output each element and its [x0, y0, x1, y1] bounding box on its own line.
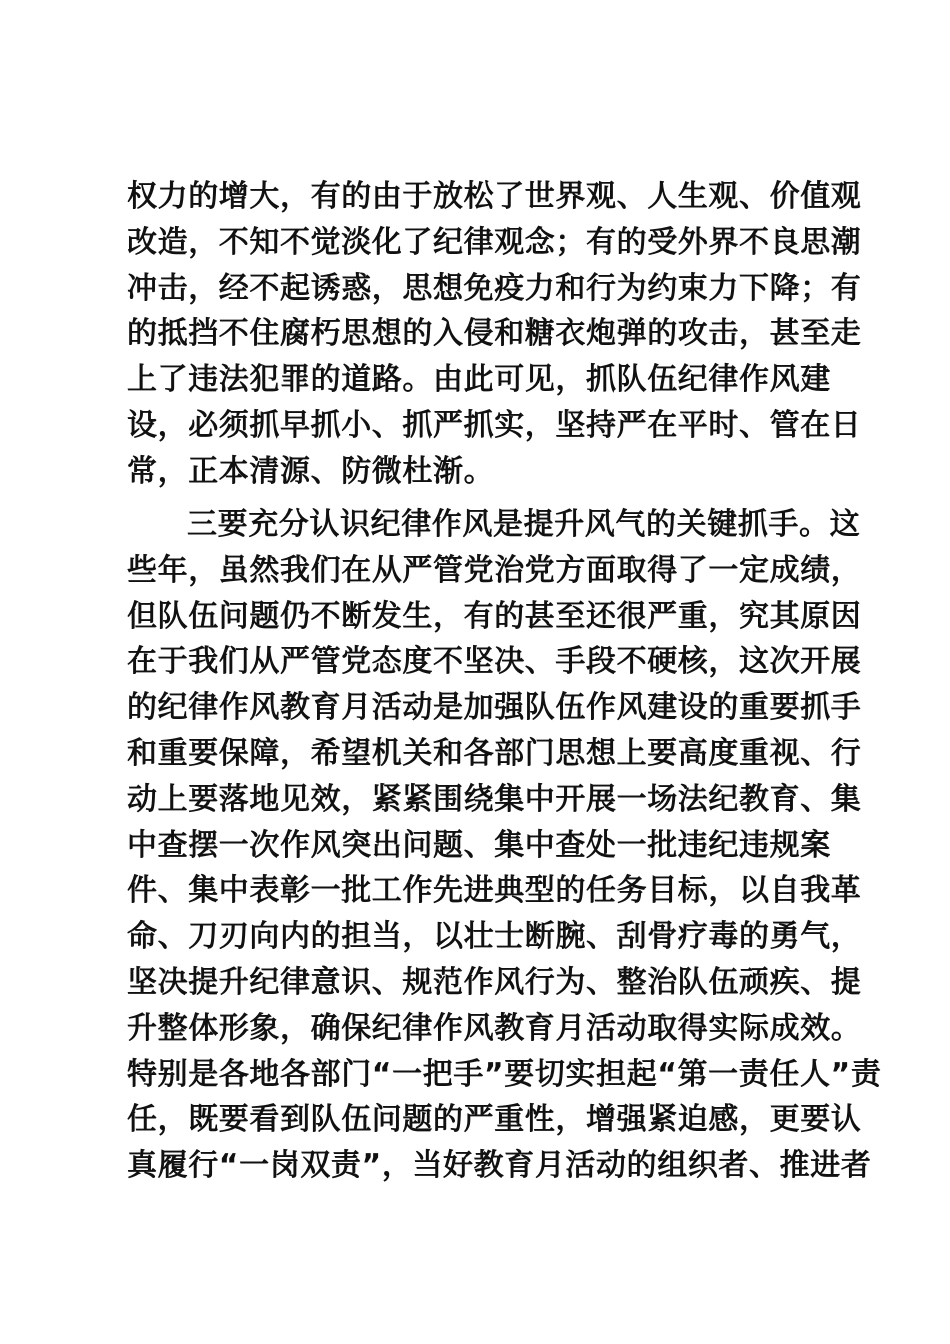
paragraph-line: 些年，虽然我们在从严管党治党方面取得了一定成绩， [127, 552, 862, 588]
paragraph-line: 命、刀刃向内的担当，以壮士断腕、刮骨疗毒的勇气， [127, 919, 862, 955]
paragraph-line: 和重要保障，希望机关和各部门思想上要高度重视、行 [127, 735, 862, 771]
paragraph-line: 在于我们从严管党态度不坚决、手段不硬核，这次开展 [127, 644, 862, 680]
paragraph-line: 权力的增大，有的由于放松了世界观、人生观、价值观 [127, 179, 862, 214]
paragraph-line: 的抵挡不住腐朽思想的入侵和糖衣炮弹的攻击，甚至走 [127, 316, 862, 352]
paragraph-line: 冲击，经不起诱惑，思想免疫力和行为约束力下降；有 [127, 270, 862, 306]
paragraph-line: 真履行“一岗双责”，当好教育月活动的组织者、推进者 [127, 1148, 872, 1184]
paragraph-line: 中查摆一次作风突出问题、集中查处一批违纪违规案 [127, 827, 831, 863]
paragraph-line: 升整体形象，确保纪律作风教育月活动取得实际成效。 [127, 1010, 862, 1046]
paragraph-line: 三要充分认识纪律作风是提升风气的关键抓手。这 [187, 507, 861, 542]
paragraph-line: 特别是各地各部门“一把手”要切实担起“第一责任人”责 [127, 1056, 882, 1092]
paragraph-line: 设，必须抓早抓小、抓严抓实，坚持严在平时、管在日 [127, 407, 862, 443]
paragraph-line: 改造，不知不觉淡化了纪律观念；有的受外界不良思潮 [127, 224, 862, 260]
paragraph-line: 动上要落地见效，紧紧围绕集中开展一场法纪教育、集 [127, 781, 862, 817]
paragraph-line: 常，正本清源、防微杜渐。 [127, 453, 495, 489]
paragraph-line: 上了违法犯罪的道路。由此可见，抓队伍纪律作风建 [127, 362, 831, 398]
paragraph-line: 坚决提升纪律意识、规范作风行为、整治队伍顽疾、提 [127, 964, 862, 1000]
paragraph-line: 但队伍问题仍不断发生，有的甚至还很严重，究其原因 [127, 598, 862, 634]
paragraph-line: 件、集中表彰一批工作先进典型的任务目标，以自我革 [127, 873, 862, 909]
paragraph-line: 的纪律作风教育月活动是加强队伍作风建设的重要抓手 [127, 690, 862, 726]
paragraph-line: 任，既要看到队伍问题的严重性，增强紧迫感，更要认 [127, 1102, 862, 1138]
paragraph-1 [127, 174, 862, 495]
paragraph-2 [127, 502, 882, 1189]
